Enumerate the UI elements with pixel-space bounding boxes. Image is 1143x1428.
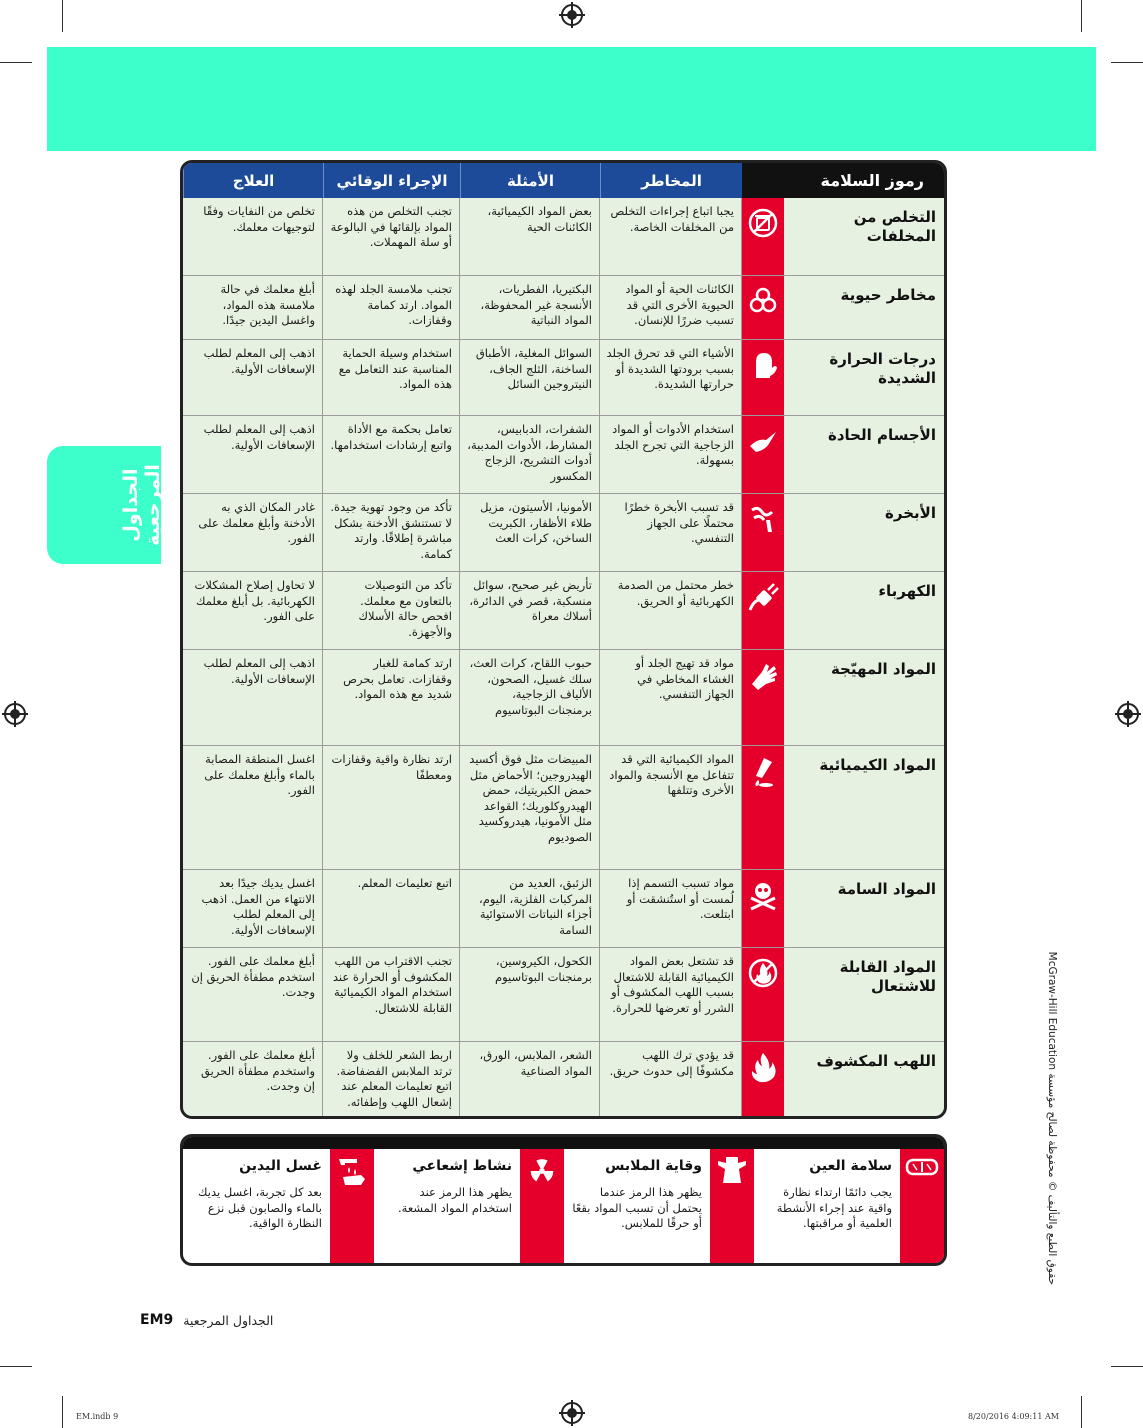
disposal-icon bbox=[742, 198, 784, 275]
radiation-icon bbox=[520, 1149, 564, 1263]
crop-mark bbox=[0, 1366, 32, 1367]
crop-mark bbox=[62, 1396, 63, 1428]
header-banner bbox=[47, 47, 1096, 151]
example-text: الزئبق، العديد من المركبات الفلزية، اليوم، أجزاء النباتات الاستوائية السامة bbox=[460, 870, 600, 947]
remedy-text: غادر المكان الذي به الأدخنة وأبلغ معلمك على الفور. bbox=[183, 494, 323, 571]
strip-item-title: سلامة العين bbox=[809, 1158, 892, 1174]
crop-mark bbox=[62, 0, 63, 32]
file-slug: EM.indb 9 bbox=[76, 1412, 119, 1421]
example-text: حبوب اللقاح، كرات العث، سلك غسيل، الصحون، الألياف الزجاجية، برمنجنات البوتاسيوم bbox=[460, 650, 600, 745]
remedy-text: تخلص من النفايات وفقًا لتوجيهات معلمك. bbox=[183, 198, 323, 275]
precaution-text: تجنب ملامسة الجلد لهذه المواد. ارتد كمامة وقفازات. bbox=[323, 276, 460, 339]
table-row-toxic bbox=[183, 870, 944, 948]
page-number: EM9 bbox=[140, 1312, 174, 1328]
row-name: المواد السامة bbox=[837, 880, 936, 898]
footer-label: الجداول المرجعية bbox=[183, 1312, 274, 1328]
registration-mark bbox=[1117, 703, 1139, 725]
precaution-text: ارتد كمامة للغبار وقفازات. تعامل بحرص شديد مع هذه المواد. bbox=[323, 650, 460, 745]
remedy-text: لا تحاول إصلاح المشكلات الكهربائية. بل أبلغ معلمك على الفور. bbox=[183, 572, 323, 649]
precaution-text: اتبع تعليمات المعلم. bbox=[323, 870, 460, 947]
table-row-sharp-objects bbox=[183, 416, 944, 494]
table-row-fumes bbox=[183, 494, 944, 572]
hazard-text: مواد تسبب التسمم إذا لُمست أو استُنشقت أو ابتلعت. bbox=[600, 870, 742, 947]
remedy-text: اغسل يديك جيدًا بعد الانتهاء من العمل. اذهب إلى المعلم لطلب الإسعافات الأولية. bbox=[183, 870, 323, 947]
hazard-text: خطر محتمل من الصدمة الكهربائية أو الحريق. bbox=[600, 572, 742, 649]
chemical-spill-icon bbox=[742, 746, 784, 869]
precaution-text: تجنب التخلص من هذه المواد بإلقائها في البالوعة أو سلة المهملات. bbox=[323, 198, 460, 275]
crop-mark bbox=[1081, 1396, 1082, 1428]
example-text: الأمونيا، الأسيتون، مزيل طلاء الأظفار، الكبريت الساخن، كرات العث bbox=[460, 494, 600, 571]
registration-mark bbox=[4, 703, 26, 725]
crop-mark bbox=[1111, 1366, 1143, 1367]
precaution-text: تأكد من وجود تهوية جيدة. لا تستنشق الأدخنة بشكل مباشرة إطلاقًا. وارتد كمامة. bbox=[323, 494, 460, 571]
example-text: الشعر، الملابس، الورق، المواد الصناعية bbox=[460, 1042, 600, 1119]
electric-plug-icon bbox=[742, 572, 784, 649]
crop-mark bbox=[0, 62, 32, 63]
row-name: درجات الحرارة الشديدة bbox=[829, 350, 936, 387]
strip-item-body bbox=[564, 1149, 710, 1263]
remedy-text: أبلغ معلمك على الفور. استخدم مطفأة الحريق إن وجدت. bbox=[183, 948, 323, 1041]
remedy-text: اذهب إلى المعلم لطلب الإسعافات الأولية. bbox=[183, 340, 323, 415]
side-tab-label: الجداول المرجعية bbox=[120, 464, 164, 546]
row-name: التخلص من المخلفات bbox=[853, 208, 936, 245]
precaution-text: اربط الشعر للخلف ولا ترتد الملابس الفضفاضة. اتبع تعليمات المعلم عند إشعال اللهب وإطفائه. bbox=[323, 1042, 460, 1119]
row-name: الكهرباء bbox=[878, 582, 936, 600]
table-row-disposal bbox=[183, 198, 944, 276]
precaution-text: تجنب الاقتراب من اللهب المكشوف أو الحرارة عند استخدام المواد الكيميائية القابلة للاشتعال. bbox=[323, 948, 460, 1041]
copyright-notice-wrap bbox=[1040, 905, 1058, 1285]
strip-item-body bbox=[754, 1149, 900, 1263]
header-precautions: الإجراء الوقائي bbox=[323, 163, 460, 198]
crop-mark bbox=[1081, 0, 1082, 32]
strip-item-hand-washing bbox=[184, 1149, 374, 1263]
precaution-text: استخدام وسيلة الحماية المناسبة عند التعامل مع هذه المواد. bbox=[323, 340, 460, 415]
safety-symbols-table bbox=[180, 160, 947, 1119]
row-name: اللهب المكشوف bbox=[816, 1052, 936, 1070]
copyright-notice: حقوق الطبع والتأليف © محفوظة لصالح مؤسسة McGraw-Hill Education bbox=[1046, 951, 1058, 1285]
date-slug: 8/20/2016 4:09:11 AM bbox=[968, 1412, 1059, 1421]
goggles-icon bbox=[900, 1149, 944, 1263]
remedy-text: اغسل المنطقة المصابة بالماء وأبلغ معلمك على الفور. bbox=[183, 746, 323, 869]
apron-icon bbox=[710, 1149, 754, 1263]
row-name: المواد المهيّجة bbox=[830, 660, 936, 678]
open-flame-icon bbox=[742, 1042, 784, 1119]
registration-mark bbox=[561, 1402, 583, 1424]
remedy-text: أبلغ معلمك على الفور. واستخدم مطفأة الحريق إن وجدت. bbox=[183, 1042, 323, 1119]
precaution-text: ارتد نظارة واقية وقفازات ومعطفًا bbox=[323, 746, 460, 869]
row-name: الأجسام الحادة bbox=[827, 426, 936, 444]
table-body bbox=[183, 198, 944, 1119]
remedy-text: اذهب إلى المعلم لطلب الإسعافات الأولية. bbox=[183, 416, 323, 493]
crop-mark bbox=[1111, 62, 1143, 63]
strip-item-title: غسل اليدين bbox=[239, 1158, 322, 1174]
hazard-text: قد يؤدي ترك اللهب مكشوفًا إلى حدوث حريق. bbox=[600, 1042, 742, 1119]
strip-item-body bbox=[374, 1149, 520, 1263]
example-text: البكتيريا، الفطريات، الأنسجة غير المحفوظة، المواد النباتية bbox=[460, 276, 600, 339]
section-side-tab bbox=[47, 446, 164, 564]
registration-mark bbox=[561, 4, 583, 26]
glove-icon bbox=[742, 650, 784, 745]
strip-item-body bbox=[184, 1149, 330, 1263]
example-text: تأريض غير صحيح، سوائل منسكبة، قصر في الدائرة، أسلاك معراة bbox=[460, 572, 600, 649]
fumes-icon bbox=[742, 494, 784, 571]
oven-mitt-icon bbox=[742, 340, 784, 415]
strip-item-text: يظهر هذا الرمز عند استخدام المواد المشعة. bbox=[398, 1185, 512, 1215]
strip-item-radioactivity bbox=[374, 1149, 564, 1263]
strip-item-eye-safety bbox=[754, 1149, 944, 1263]
strip-item-clothing-protection bbox=[564, 1149, 754, 1263]
page-footer bbox=[140, 1312, 273, 1328]
precaution-text: تعامل بحكمة مع الأداة واتبع إرشادات استخدامها. bbox=[323, 416, 460, 493]
example-text: السوائل المغلية، الأطباق الساخنة، الثلج الجاف، النيتروجين السائل bbox=[460, 340, 600, 415]
strip-item-text: يظهر هذا الرمز عندما يحتمل أن تسبب المواد بقعًا أو حرقًا للملابس. bbox=[572, 1185, 702, 1230]
strip-top-bar bbox=[183, 1137, 944, 1149]
remedy-text: أبلغ معلمك في حالة ملامسة هذه المواد، واغسل اليدين جيدًا. bbox=[183, 276, 323, 339]
hand-wash-icon bbox=[330, 1149, 374, 1263]
table-row-chemicals bbox=[183, 746, 944, 870]
row-name: المواد القابلة للاشتعال bbox=[839, 958, 936, 995]
hazard-text: قد تسبب الأبخرة خطرًا محتملًا على الجهاز التنفسي. bbox=[600, 494, 742, 571]
row-name: المواد الكيميائية bbox=[819, 756, 936, 774]
strip-item-title: وقاية الملابس bbox=[605, 1158, 702, 1174]
example-text: الكحول، الكيروسين، برمنجنات البوتاسيوم bbox=[460, 948, 600, 1041]
strip-item-text: يجب دائمًا ارتداء نظارة واقية عند إجراء الأنشطة العلمية أو مراقبتها. bbox=[776, 1185, 892, 1230]
header-symbols: رموز السلامة bbox=[742, 163, 944, 198]
table-row-extreme-temperature bbox=[183, 340, 944, 416]
precaution-text: تأكد من التوصيلات بالتعاون مع معلمك. افحص حالة الأسلاك والأجهزة. bbox=[323, 572, 460, 649]
table-row-irritants bbox=[183, 650, 944, 746]
row-name: مخاطر حيوية bbox=[840, 286, 936, 304]
header-hazards: المخاطر bbox=[600, 163, 742, 198]
table-row-electricity bbox=[183, 572, 944, 650]
hazard-text: المواد الكيميائية التي قد تتفاعل مع الأنسجة والمواد الأخرى وتتلفها bbox=[600, 746, 742, 869]
strip-items bbox=[183, 1149, 944, 1263]
biohazard-icon bbox=[742, 276, 784, 339]
table-header-row bbox=[183, 163, 944, 198]
general-safety-strip bbox=[180, 1134, 947, 1266]
strip-item-text: بعد كل تجربة، اغسل يديك بالماء والصابون قبل نزع النظارة الواقية. bbox=[198, 1185, 322, 1230]
table-row-flammable bbox=[183, 948, 944, 1042]
hazard-text: مواد قد تهيج الجلد أو الغشاء المخاطي في الجهاز التنفسي. bbox=[600, 650, 742, 745]
sharp-object-icon bbox=[742, 416, 784, 493]
row-name: الأبخرة bbox=[885, 504, 936, 522]
example-text: الشفرات، الدبابيس، المشارط، الأدوات المدببة، أدوات التشريح، الزجاج المكسور bbox=[460, 416, 600, 493]
table-row-biohazard bbox=[183, 276, 944, 340]
skull-crossbones-icon bbox=[742, 870, 784, 947]
remedy-text: اذهب إلى المعلم لطلب الإسعافات الأولية. bbox=[183, 650, 323, 745]
flammable-icon bbox=[742, 948, 784, 1041]
hazard-text: الكائنات الحية أو المواد الحيوية الأخرى التي قد تسبب ضررًا للإنسان. bbox=[600, 276, 742, 339]
hazard-text: قد تشتعل بعض المواد الكيميائية القابلة للاشتعال بسبب اللهب المكشوف أو الشرر أو تعرضها للحرارة. bbox=[600, 948, 742, 1041]
hazard-text: يجبا اتباع إجراءات التخلص من المخلفات الخاصة. bbox=[600, 198, 742, 275]
example-text: المبيضات مثل فوق أكسيد الهيدروجين؛ الأحماض مثل حمض الكبريتيك، حمض الهيدروكلوريك؛ القواعد مثل الأمونيا، هيدروكسيد الصوديوم bbox=[460, 746, 600, 869]
header-remedy: العلاج bbox=[183, 163, 323, 198]
hazard-text: استخدام الأدوات أو المواد الزجاجية التي تجرح الجلد بسهولة. bbox=[600, 416, 742, 493]
header-examples: الأمثلة bbox=[460, 163, 600, 198]
hazard-text: الأشياء التي قد تحرق الجلد بسبب برودتها الشديدة أو حرارتها الشديدة. bbox=[600, 340, 742, 415]
example-text: بعض المواد الكيميائية، الكائنات الحية bbox=[460, 198, 600, 275]
strip-item-title: نشاط إشعاعي bbox=[412, 1158, 512, 1174]
table-row-open-flame bbox=[183, 1042, 944, 1119]
